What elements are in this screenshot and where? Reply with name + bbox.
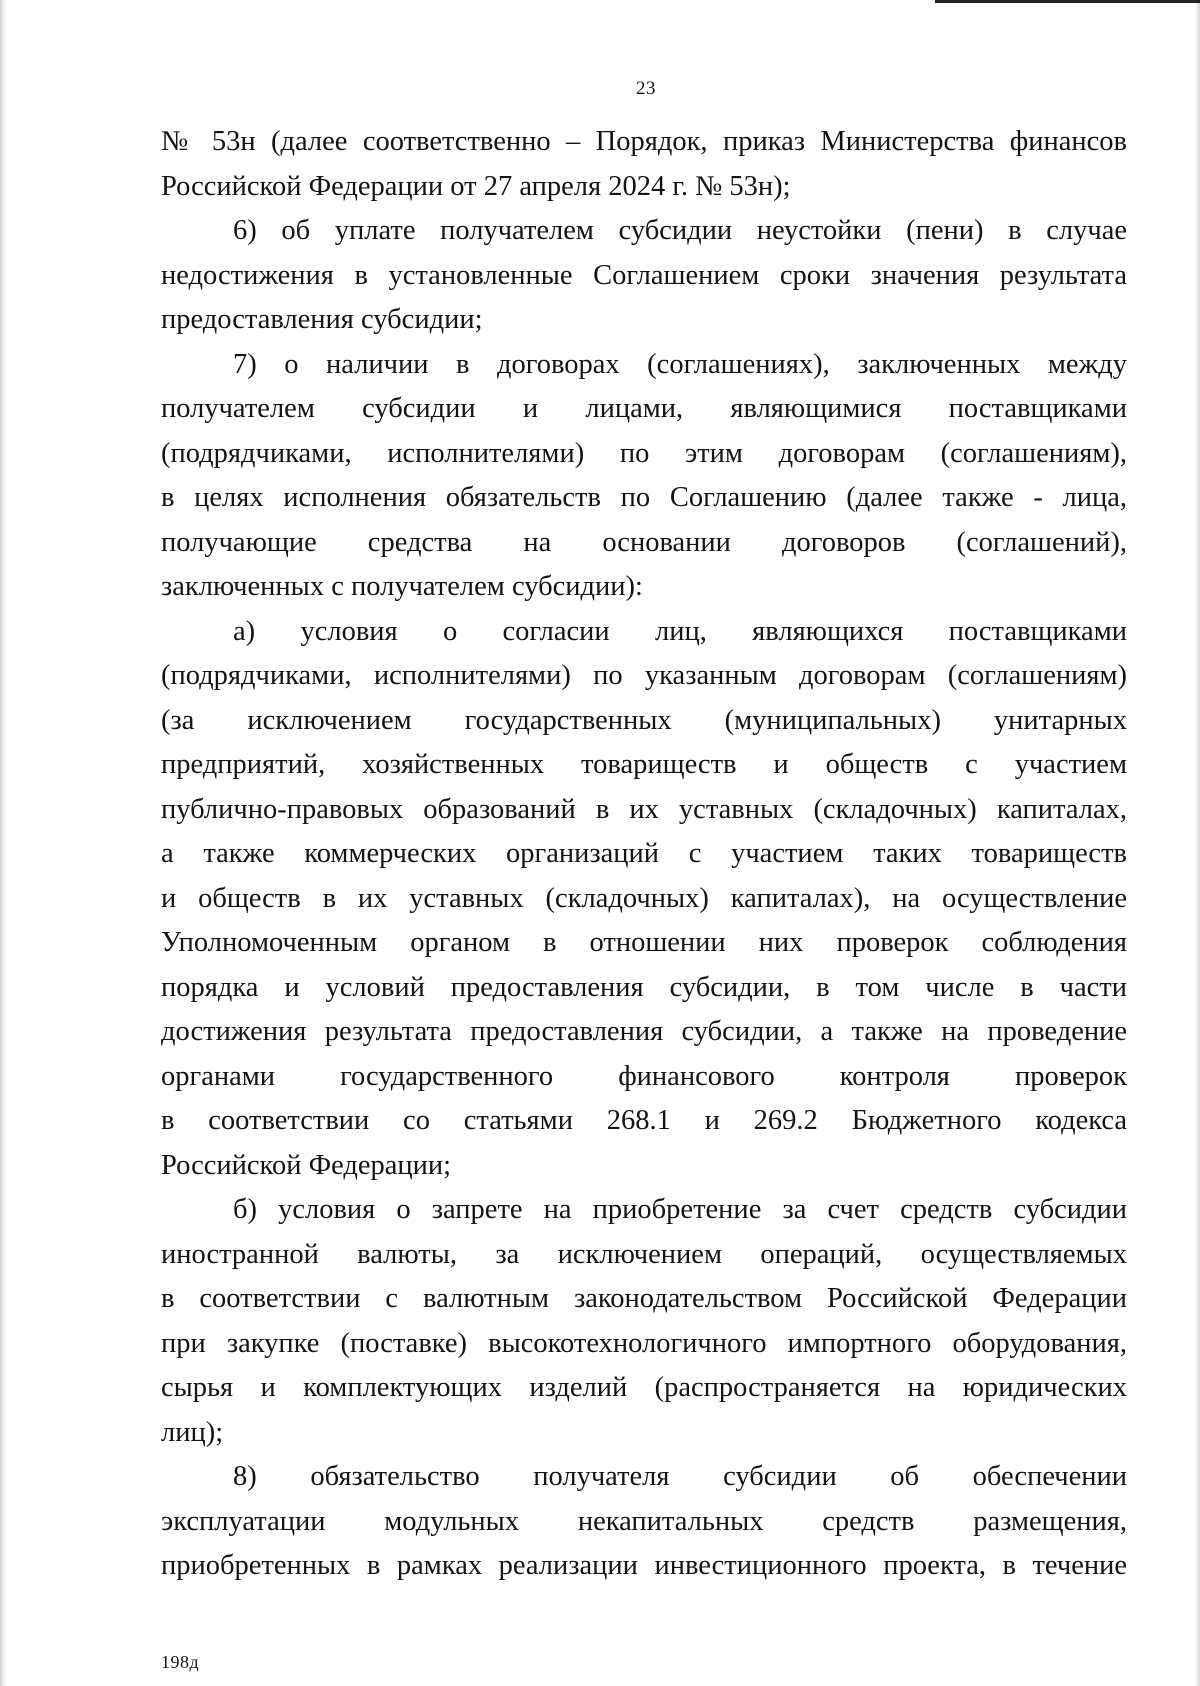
- document-body: [161, 120, 1127, 1589]
- text-line: достижения результата предоставления субсидии, а также на проведение: [161, 1016, 1127, 1047]
- scan-top-line: [935, 0, 1200, 3]
- text-line: предприятий, хозяйственных товариществ и обществ с участием: [161, 749, 1127, 780]
- text-line: (за исключением государственных (муниципальных) унитарных: [161, 704, 1127, 736]
- text-line: получающие средства на основании договоров (соглашений),: [161, 526, 1127, 558]
- footer-code: 198д: [161, 1652, 200, 1672]
- scan-left-edge: [0, 0, 6, 1686]
- text-line: Российской Федерации;: [161, 1149, 452, 1181]
- text-line: предоставления субсидии;: [161, 304, 483, 335]
- text-line: № 53н (далее соответственно – Порядок, приказ Министерства финансов: [161, 126, 1127, 157]
- text-line: (подрядчиками, исполнителями) по указанным договорам (соглашениям): [161, 660, 1127, 691]
- text-line: в соответствии с валютным законодательством Российской Федерации: [161, 1283, 1127, 1314]
- text-line: и обществ в их уставных (складочных) капиталах), на осуществление: [161, 882, 1127, 914]
- text-line: 8) обязательство получателя субсидии об обеспечении: [233, 1461, 1127, 1492]
- text-line: при закупке (поставке) высокотехнологичного импортного оборудования,: [161, 1327, 1127, 1359]
- text-line: органами государственного финансового контроля проверок: [161, 1060, 1127, 1092]
- text-line: порядка и условий предоставления субсидии, в том числе в части: [161, 971, 1127, 1003]
- text-line: эксплуатации модульных некапитальных средств размещения,: [161, 1505, 1127, 1537]
- text-line: а) условия о согласии лиц, являющихся поставщиками: [233, 615, 1127, 647]
- page-number: 23: [636, 78, 656, 99]
- text-line: иностранной валюты, за исключением операций, осуществляемых: [161, 1238, 1127, 1270]
- text-line: приобретенных в рамках реализации инвестиционного проекта, в течение: [161, 1550, 1127, 1581]
- text-line: получателем субсидии и лицами, являющимися поставщиками: [161, 393, 1127, 424]
- text-line: публично-правовых образований в их уставных (складочных) капиталах,: [161, 793, 1127, 825]
- text-line: лиц);: [161, 1416, 224, 1448]
- text-line: б) условия о запрете на приобретение за счет средств субсидии: [233, 1194, 1127, 1225]
- text-line: в целях исполнения обязательств по Соглашению (далее также - лица,: [161, 482, 1127, 513]
- text-line: Уполномоченным органом в отношении них проверок соблюдения: [161, 927, 1127, 958]
- text-line: недостижения в установленные Соглашением сроки значения результата: [161, 259, 1127, 291]
- text-line: 6) об уплате получателем субсидии неустойки (пени) в случае: [233, 215, 1127, 246]
- text-line: заключенных с получателем субсидии):: [161, 571, 643, 602]
- text-line: сырья и комплектующих изделий (распространяется на юридических: [161, 1372, 1127, 1403]
- text-line: в соответствии со статьями 268.1 и 269.2 Бюджетного кодекса: [161, 1105, 1127, 1136]
- text-line: а также коммерческих организаций с участием таких товариществ: [161, 838, 1127, 869]
- text-line: Российской Федерации от 27 апреля 2024 г. № 53н);: [161, 170, 791, 202]
- text-line: 7) о наличии в договорах (соглашениях), заключенных между: [233, 348, 1127, 380]
- text-line: (подрядчиками, исполнителями) по этим договорам (соглашениям),: [161, 437, 1127, 469]
- scan-right-edge: [1195, 0, 1200, 1686]
